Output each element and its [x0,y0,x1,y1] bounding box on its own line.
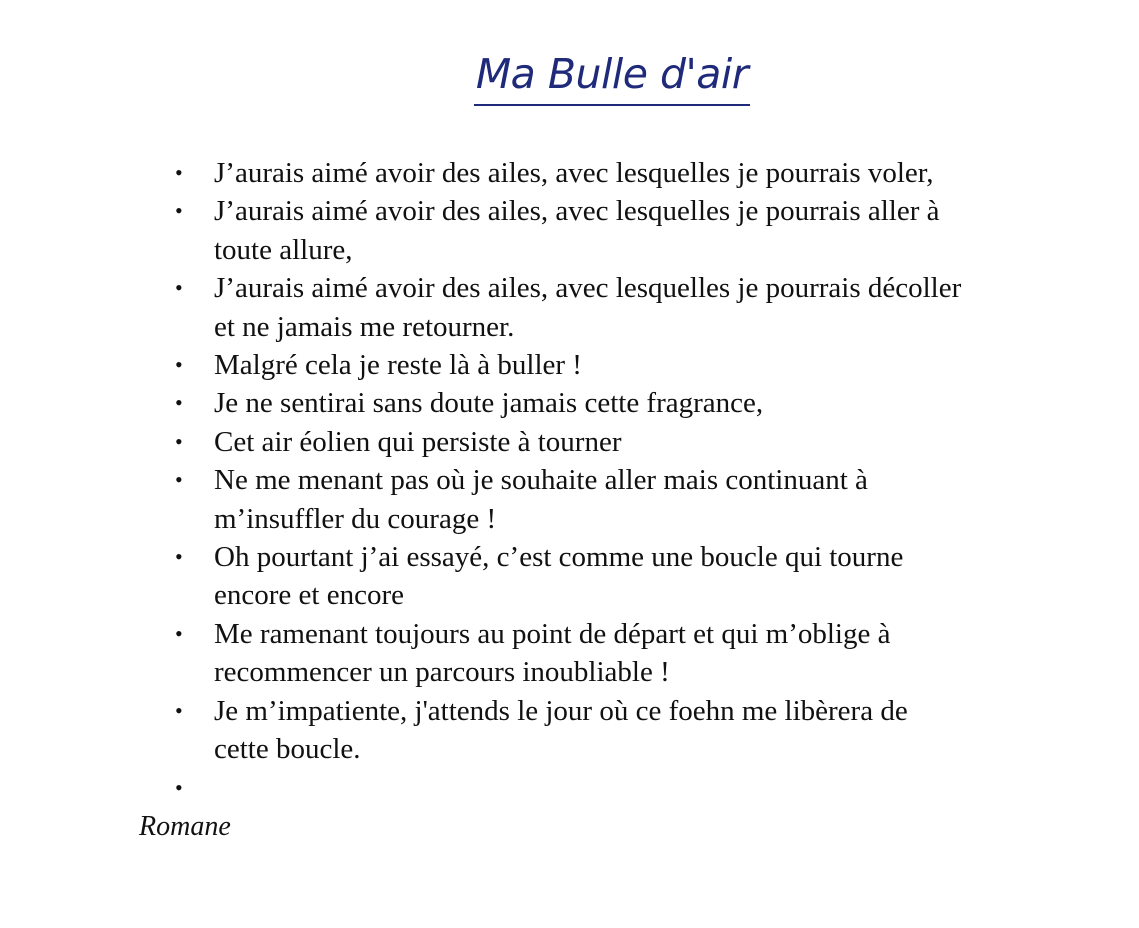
poem-line-text: Malgré cela je reste là à buller ! [214,349,582,382]
poem-line [170,192,1090,269]
bullet-icon: • [175,620,183,646]
poem-line-text: Cet air éolien qui persiste à tourner [214,425,622,458]
poem-line [170,692,1090,769]
bullet-icon: • [175,160,183,185]
poem-line-text: Me ramenant toujours au point de départ et qui m’oblige à recommencer un parcours inoubliable ! [214,617,891,689]
poem-list [170,154,1090,800]
poem-line-text: Ne me menant pas où je souhaite aller mais continuant à m’insuffler du courage ! [214,464,868,535]
bullet-icon: • [175,467,183,493]
poem-line-text: J’aurais aimé avoir des ailes, avec lesquelles je pourrais décoller et ne jamais me retourner. [214,272,962,343]
poem-line-text: J’aurais aimé avoir des ailes, avec lesquelles je pourrais aller à toute allure, [214,195,940,266]
poem-line [170,538,1090,615]
author-signature: Romane [139,811,231,842]
poem-line [170,615,1090,692]
bullet-icon: • [175,198,183,224]
bullet-icon: • [175,390,183,416]
poem-line [170,461,1090,538]
poem-line-text: Je m’impatiente, j'attends le jour où ce foehn me libèrera de cette boucle. [214,694,908,766]
bullet-icon: • [175,275,183,301]
poem-line [170,384,1090,422]
bullet-icon: • [175,352,183,378]
poem-line [170,346,1090,384]
title-container [0,46,1139,106]
poem-line [170,423,1090,461]
bullet-icon: • [175,697,183,723]
poem-line [170,154,1090,192]
poem-line-text: J’aurais aimé avoir des ailes, avec lesquelles je pourrais voler, [214,157,934,189]
poem-line [170,269,1090,346]
poem-title: Ma Bulle d'air [474,46,750,106]
bullet-icon: • [175,544,183,570]
bullet-icon: • [175,774,183,800]
poem-line-text: Oh pourtant j’ai essayé, c’est comme une boucle qui tourne encore et encore [214,541,904,612]
bullet-icon: • [175,428,183,454]
poem-line-text: Je ne sentirai sans doute jamais cette fragrance, [214,387,764,420]
